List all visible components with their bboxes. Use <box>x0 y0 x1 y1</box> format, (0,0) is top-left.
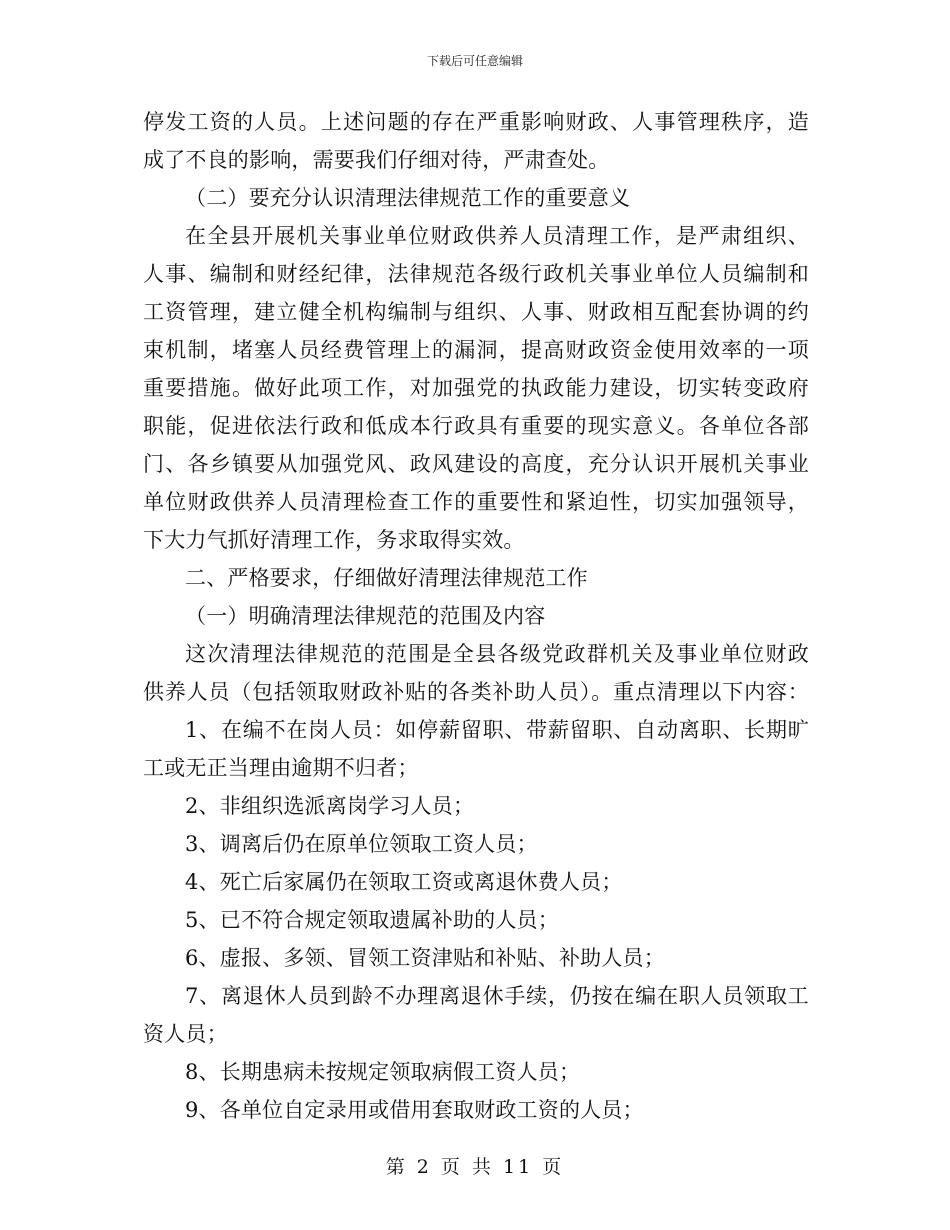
text-line: 工或无正当理由逾期不归者； <box>143 756 419 780</box>
text-line: （一）明确清理法律规范的范围及内容 <box>185 604 546 628</box>
text-line: 6、虚报、多领、冒领工资津贴和补贴、补助人员； <box>185 946 665 970</box>
text-line: 2、非组织选派离岗学习人员； <box>185 794 475 818</box>
text-line: 在全县开展机关事业单位财政供养人员清理工作，是严肃组织、 <box>185 224 809 248</box>
text-line: 重要措施。做好此项工作，对加强党的执政能力建设，切实转变政府 <box>143 376 809 400</box>
text-line: 下大力气抓好清理工作，务求取得实效。 <box>143 528 525 552</box>
text-line: 束机制，堵塞人员经费管理上的漏洞，提高财政资金使用效率的一项 <box>143 338 809 362</box>
text-line: 单位财政供养人员清理检查工作的重要性和紧迫性，切实加强领导， <box>143 490 809 514</box>
page-footer: 第 2 页 共 11 页 <box>385 1156 565 1178</box>
text-line: 工资管理，建立健全机构编制与组织、人事、财政相互配套协调的约 <box>143 300 809 324</box>
text-line: 职能，促进依法行政和低成本行政具有重要的现实意义。各单位各部 <box>143 414 809 438</box>
document-body <box>143 103 809 1129</box>
text-line: 二、严格要求，仔细做好清理法律规范工作 <box>185 566 588 590</box>
text-line: 1、在编不在岗人员：如停薪留职、带薪留职、自动离职、长期旷 <box>185 718 809 742</box>
text-line: 4、死亡后家属仍在领取工资或离退休费人员； <box>185 870 623 894</box>
text-line: 9、各单位自定录用或借用套取财政工资的人员； <box>185 1098 644 1122</box>
text-line: 3、调离后仍在原单位领取工资人员； <box>185 832 538 856</box>
text-line: 成了不良的影响，需要我们仔细对待，严肃查处。 <box>143 148 610 172</box>
text-line: 这次清理法律规范的范围是全县各级党政群机关及事业单位财政 <box>185 642 809 666</box>
text-line: （二）要充分认识清理法律规范工作的重要意义 <box>185 186 631 210</box>
text-line: 资人员； <box>143 1022 228 1046</box>
text-line: 门、各乡镇要从加强党风、政风建设的高度，充分认识开展机关事业 <box>143 452 809 476</box>
text-line: 人事、编制和财经纪律，法律规范各级行政机关事业单位人员编制和 <box>143 262 809 286</box>
page-header: 下载后可任意编辑 <box>426 54 523 68</box>
text-line: 8、长期患病未按规定领取病假工资人员； <box>185 1060 581 1084</box>
text-line: 供养人员（包括领取财政补贴的各类补助人员）。重点清理以下内容： <box>143 680 809 704</box>
text-line: 停发工资的人员。上述问题的存在严重影响财政、人事管理秩序，造 <box>143 110 809 134</box>
text-line: 7、离退休人员到龄不办理离退休手续，仍按在编在职人员领取工 <box>185 984 809 1008</box>
text-line: 5、已不符合规定领取遗属补助的人员； <box>185 908 559 932</box>
